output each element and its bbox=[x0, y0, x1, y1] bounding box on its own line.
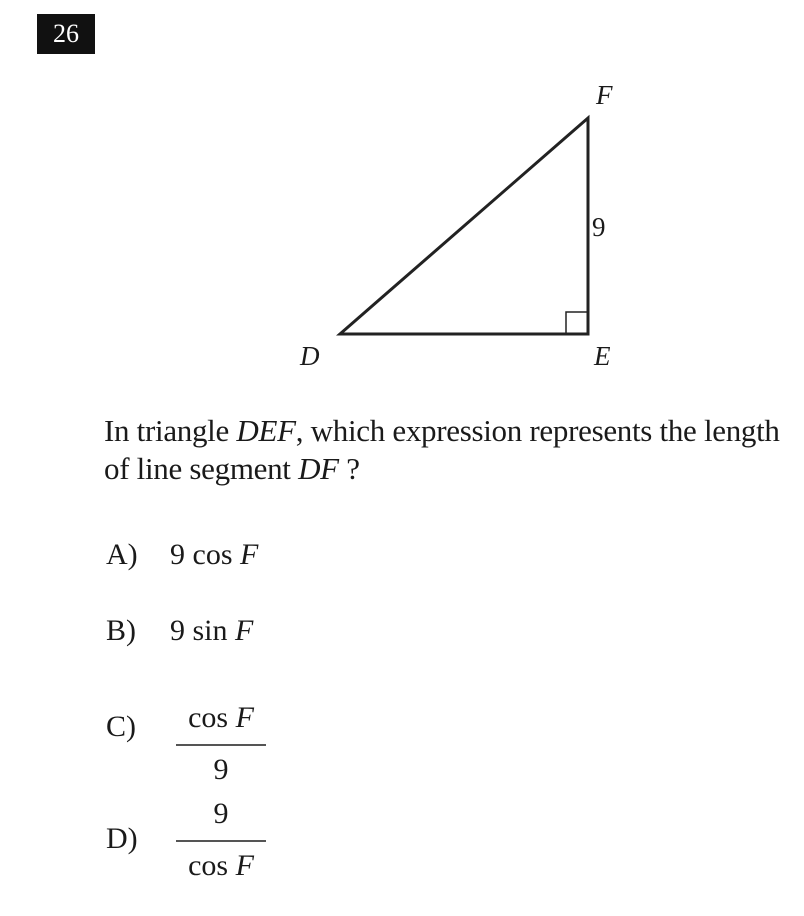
choice-c-fraction-bar bbox=[176, 744, 266, 746]
choice-c[interactable] bbox=[106, 700, 306, 790]
side-ef-label: 9 bbox=[592, 212, 606, 242]
question-text: In triangle DEF, which expression represents the length of line segment DF ? bbox=[104, 413, 780, 486]
choice-b-expression: 9 sin F bbox=[170, 614, 254, 647]
triangle-def bbox=[340, 118, 588, 334]
vertex-d-label: D bbox=[300, 341, 320, 371]
choice-c-denominator: 9 bbox=[213, 753, 229, 786]
choice-c-fraction bbox=[176, 700, 266, 788]
choice-c-letter: C) bbox=[106, 710, 136, 743]
choice-d-letter: D) bbox=[106, 822, 138, 855]
choice-d[interactable] bbox=[106, 796, 306, 886]
choice-a-letter: A) bbox=[106, 538, 138, 571]
triangle-name: DEF bbox=[236, 413, 296, 448]
choice-b-letter: B) bbox=[106, 614, 136, 647]
triangle-figure bbox=[0, 0, 804, 400]
choice-d-denominator: cos F bbox=[188, 849, 254, 882]
vertex-f-label: F bbox=[596, 80, 613, 110]
question-number: 26 bbox=[37, 14, 95, 54]
right-angle-marker bbox=[566, 312, 588, 334]
choice-a-expression: 9 cos F bbox=[170, 538, 259, 571]
choice-d-numerator: 9 bbox=[213, 797, 229, 830]
choice-d-fraction bbox=[176, 796, 266, 884]
vertex-e-label: E bbox=[594, 341, 611, 371]
choice-d-fraction-bar bbox=[176, 840, 266, 842]
segment-name: DF bbox=[298, 451, 339, 486]
choice-c-numerator: cos F bbox=[188, 701, 254, 734]
